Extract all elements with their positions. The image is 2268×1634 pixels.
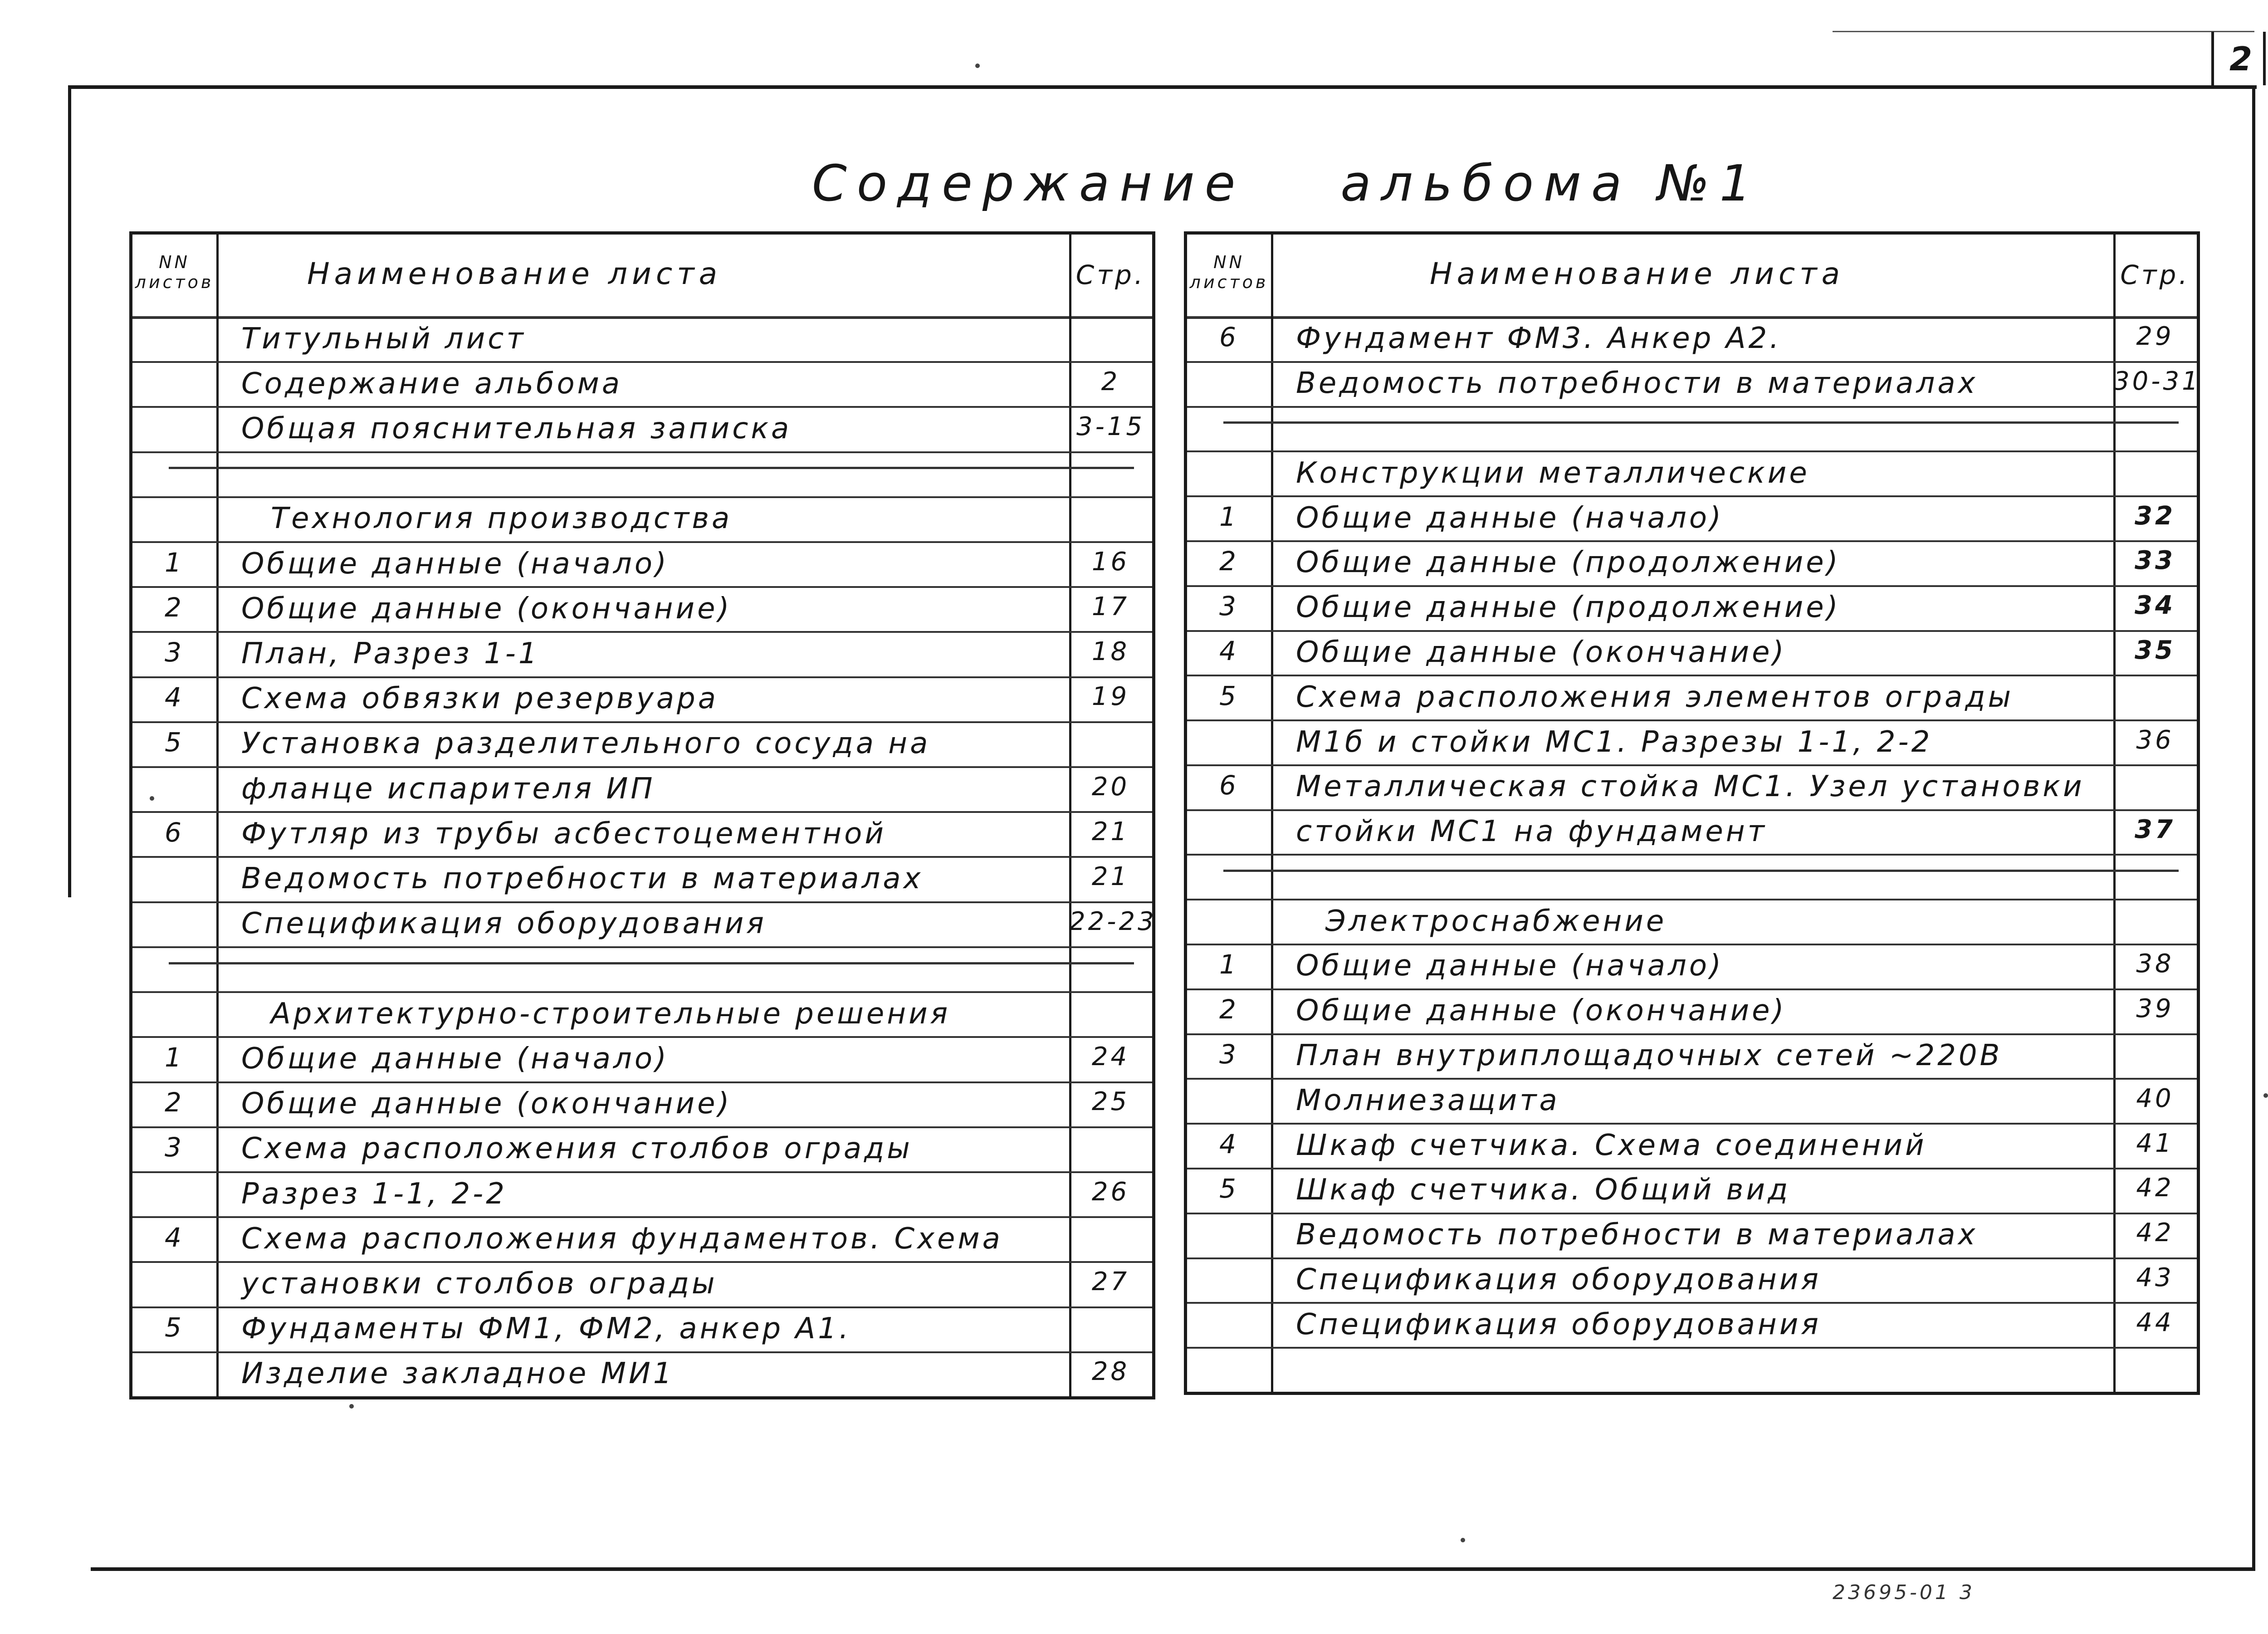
row-page-number: 19 xyxy=(1091,682,1130,712)
table-row xyxy=(1187,1213,2197,1259)
row-sheet-name: Архитектурно-строительные решения xyxy=(271,997,951,1031)
row-page-number: 37 xyxy=(2135,815,2175,845)
row-page-number: 30-31 xyxy=(2113,367,2201,396)
table-row xyxy=(1187,585,2197,632)
row-page-number: 24 xyxy=(1091,1042,1130,1071)
row-sheet-number: 3 xyxy=(165,637,184,668)
header-sheet-name: Наименование листа xyxy=(307,256,722,291)
row-sheet-name: Схема расположения фундаментов. Схема xyxy=(241,1222,1003,1256)
table-row xyxy=(1187,540,2197,587)
title-part-1: Содержание xyxy=(812,154,1246,212)
header-page: Стр. xyxy=(2120,259,2190,290)
table-row xyxy=(132,1171,1152,1218)
row-sheet-number: 1 xyxy=(1219,949,1239,980)
row-sheet-name: Общие данные (окончание) xyxy=(241,592,732,626)
row-page-number: 35 xyxy=(2135,635,2175,665)
row-page-number: 38 xyxy=(2136,949,2174,979)
table-row xyxy=(132,361,1152,408)
table-row xyxy=(1187,630,2197,677)
row-sheet-name: Изделие закладное МИ1 xyxy=(241,1357,675,1391)
row-sheet-name: Общие данные (начало) xyxy=(241,547,669,581)
table-row xyxy=(132,901,1157,948)
row-page-number: 32 xyxy=(2135,501,2175,531)
table-row xyxy=(132,1216,1152,1263)
table-row xyxy=(1187,1168,2197,1214)
row-sheet-name: Установка разделительного сосуда на xyxy=(241,727,931,761)
row-sheet-name: Ведомость потребности в материалах xyxy=(1296,1218,1978,1252)
row-sheet-name: Шкаф счетчика. Общий вид xyxy=(1296,1173,1791,1207)
table-row xyxy=(132,406,1152,453)
row-page-number: 40 xyxy=(2136,1083,2174,1113)
table-row xyxy=(132,946,1152,993)
row-page-number: 3-15 xyxy=(1076,412,1145,441)
section-separator-line xyxy=(169,467,1134,469)
row-sheet-name: Общие данные (продолжение) xyxy=(1296,591,1841,625)
row-sheet-number: 5 xyxy=(165,1312,184,1343)
row-sheet-name: Футляр из трубы асбестоцементной xyxy=(241,817,886,851)
table-row xyxy=(1187,764,2197,811)
row-sheet-name: Фундамент ФМ3. Анкер А2. xyxy=(1296,322,1782,356)
scan-speck xyxy=(349,1404,354,1409)
table-row xyxy=(132,631,1152,678)
row-sheet-name: Общие данные (продолжение) xyxy=(1296,546,1841,580)
row-sheet-number: 5 xyxy=(1219,1173,1239,1204)
row-page-number: 34 xyxy=(2135,591,2175,621)
row-sheet-name: Схема обвязки резервуара xyxy=(241,682,719,716)
row-page-number: 44 xyxy=(2136,1307,2174,1337)
row-page-number: 33 xyxy=(2135,546,2175,576)
frame-bottom-border xyxy=(91,1567,2255,1571)
contents-table-right xyxy=(1184,231,2200,1395)
row-sheet-number: 4 xyxy=(1219,635,1239,666)
table-row xyxy=(132,721,1152,768)
row-sheet-name: фланце испарителя ИП xyxy=(241,772,655,806)
section-separator-line xyxy=(1223,421,2179,424)
row-sheet-name: Разрез 1-1, 2-2 xyxy=(241,1177,507,1211)
row-sheet-name: Конструкции металлические xyxy=(1296,456,1810,490)
row-sheet-name: Молниезащита xyxy=(1296,1083,1560,1117)
row-sheet-name: Титульный лист xyxy=(241,322,526,356)
row-page-number: 42 xyxy=(2136,1218,2174,1248)
row-sheet-name: Общие данные (окончание) xyxy=(1296,994,1787,1028)
row-sheet-name: Спецификация оборудования xyxy=(1296,1263,1821,1297)
row-page-number: 2 xyxy=(1101,367,1120,396)
row-page-number: 21 xyxy=(1091,862,1130,892)
row-sheet-number: 1 xyxy=(165,547,184,578)
row-page-number: 42 xyxy=(2136,1173,2174,1203)
table-row xyxy=(132,856,1152,903)
row-sheet-name: М1б и стойки МС1. Разрезы 1-1, 2-2 xyxy=(1296,725,1933,759)
row-page-number: 21 xyxy=(1091,817,1130,846)
table-row xyxy=(132,1081,1152,1128)
row-sheet-number: 6 xyxy=(1219,322,1239,353)
title-part-2: альбома №1 xyxy=(1340,154,1761,212)
table-row xyxy=(1187,1123,2197,1169)
row-page-number: 20 xyxy=(1091,772,1130,802)
row-page-number: 22-23 xyxy=(1069,907,1157,937)
table-row xyxy=(1187,899,2197,945)
table-row xyxy=(1187,675,2197,721)
row-sheet-number: 4 xyxy=(165,1222,184,1253)
row-sheet-number: 2 xyxy=(165,1087,184,1118)
sheet-number: 2 xyxy=(2229,40,2255,78)
row-sheet-name: Металлическая стойка МС1. Узел установки xyxy=(1296,770,2085,804)
table-row xyxy=(1187,1257,2197,1304)
table-row xyxy=(132,1126,1152,1173)
row-sheet-name: Общие данные (начало) xyxy=(1296,949,1724,983)
row-sheet-number: 6 xyxy=(1219,770,1239,801)
row-sheet-number: 3 xyxy=(165,1132,184,1163)
section-separator-line xyxy=(1223,870,2179,872)
table-row xyxy=(132,766,1152,813)
row-sheet-number: 5 xyxy=(1219,680,1239,711)
frame-right-border xyxy=(2252,85,2255,1569)
row-sheet-number: 6 xyxy=(165,817,184,848)
section-separator-line xyxy=(169,962,1134,964)
row-page-number: 18 xyxy=(1091,637,1130,667)
frame-top-border xyxy=(68,85,2257,89)
row-sheet-number: 4 xyxy=(1219,1128,1239,1159)
row-page-number: 17 xyxy=(1091,592,1130,621)
table-header-row xyxy=(1187,235,2197,319)
table-row xyxy=(1187,1078,2197,1125)
table-row xyxy=(132,496,1152,543)
row-page-number: 41 xyxy=(2136,1128,2174,1158)
table-row xyxy=(132,1306,1152,1353)
row-sheet-number: 5 xyxy=(165,727,184,758)
table-row xyxy=(132,586,1152,633)
row-page-number: 29 xyxy=(2136,322,2174,352)
row-sheet-name: План внутриплощадочных сетей ~220В xyxy=(1296,1039,2003,1073)
row-sheet-name: Общая пояснительная записка xyxy=(241,412,792,445)
row-sheet-number: 2 xyxy=(1219,994,1239,1025)
row-sheet-name: Электроснабжение xyxy=(1325,904,1667,938)
frame-left-border xyxy=(68,85,71,897)
table-row xyxy=(1187,1347,2197,1392)
row-sheet-name: Содержание альбома xyxy=(241,367,623,401)
row-sheet-name: Спецификация оборудования xyxy=(241,907,767,941)
header-page: Стр. xyxy=(1075,259,1146,290)
row-sheet-name: Ведомость потребности в материалах xyxy=(1296,367,1978,401)
table-row xyxy=(1187,316,2197,363)
table-row xyxy=(1187,719,2197,766)
row-page-number: 27 xyxy=(1091,1267,1130,1296)
row-sheet-name: Шкаф счетчика. Схема соединений xyxy=(1296,1128,1927,1162)
table-row xyxy=(1187,809,2197,856)
row-page-number: 28 xyxy=(1091,1357,1130,1387)
row-page-number: 26 xyxy=(1091,1177,1130,1207)
header-sheet-name: Наименование листа xyxy=(1430,256,1845,291)
contents-table-left xyxy=(129,231,1155,1399)
table-row xyxy=(1187,406,2197,453)
row-sheet-name: Фундаменты ФМ1, ФМ2, анкер А1. xyxy=(241,1312,851,1346)
row-sheet-name: Схема расположения столбов ограды xyxy=(241,1132,913,1166)
header-sheet-number: NN листов xyxy=(135,252,214,292)
scan-speck xyxy=(1461,1538,1465,1542)
row-sheet-number: 1 xyxy=(165,1042,184,1073)
table-row xyxy=(132,811,1152,858)
row-sheet-name: Ведомость потребности в материалах xyxy=(241,862,924,896)
header-sheet-number: NN листов xyxy=(1189,252,1269,292)
row-sheet-name: Спецификация оборудования xyxy=(1296,1307,1821,1341)
row-sheet-number: 1 xyxy=(1219,501,1239,532)
row-sheet-name: Технология производства xyxy=(271,502,733,536)
row-sheet-name: Общие данные (окончание) xyxy=(241,1087,732,1121)
row-sheet-number: 3 xyxy=(1219,1039,1239,1070)
table-row xyxy=(1187,495,2197,542)
frame-stub-line xyxy=(1833,31,2254,32)
row-sheet-number: 2 xyxy=(165,592,184,623)
table-row xyxy=(1187,361,2201,408)
table-header-row xyxy=(132,235,1152,319)
row-sheet-name: Общие данные (окончание) xyxy=(1296,635,1787,669)
row-sheet-number: 2 xyxy=(1219,546,1239,577)
table-row xyxy=(1187,854,2197,901)
table-row xyxy=(132,1261,1152,1308)
table-row xyxy=(132,451,1152,498)
table-row xyxy=(1187,988,2197,1035)
table-row xyxy=(132,1036,1152,1083)
table-row xyxy=(1187,1302,2197,1349)
table-row xyxy=(132,316,1152,363)
table-row xyxy=(1187,1033,2197,1080)
row-sheet-name: Общие данные (начало) xyxy=(1296,501,1724,535)
row-sheet-name: стойки МС1 на фундамент xyxy=(1296,815,1767,849)
table-row xyxy=(1187,450,2197,497)
table-row xyxy=(1187,944,2197,990)
scan-speck xyxy=(975,64,980,68)
row-sheet-name: установки столбов ограды xyxy=(241,1267,718,1301)
row-sheet-name: План, Разрез 1-1 xyxy=(241,637,540,671)
table-row xyxy=(132,1351,1152,1396)
table-row xyxy=(132,676,1152,723)
scan-speck xyxy=(2263,1093,2268,1098)
table-row xyxy=(132,541,1152,588)
row-sheet-number: 3 xyxy=(1219,591,1239,622)
row-page-number: 16 xyxy=(1091,547,1130,577)
table-row xyxy=(132,991,1152,1038)
row-page-number: 39 xyxy=(2136,994,2174,1024)
row-page-number: 43 xyxy=(2136,1263,2174,1293)
row-sheet-number: 4 xyxy=(165,682,184,713)
row-sheet-name: Схема расположения элементов ограды xyxy=(1296,680,2014,714)
drawing-code: 23695-01 3 xyxy=(1833,1581,1975,1604)
row-page-number: 25 xyxy=(1091,1087,1130,1117)
row-page-number: 36 xyxy=(2136,725,2174,755)
scan-speck xyxy=(150,796,154,801)
row-sheet-name: Общие данные (начало) xyxy=(241,1042,669,1076)
page-title xyxy=(812,154,1761,212)
